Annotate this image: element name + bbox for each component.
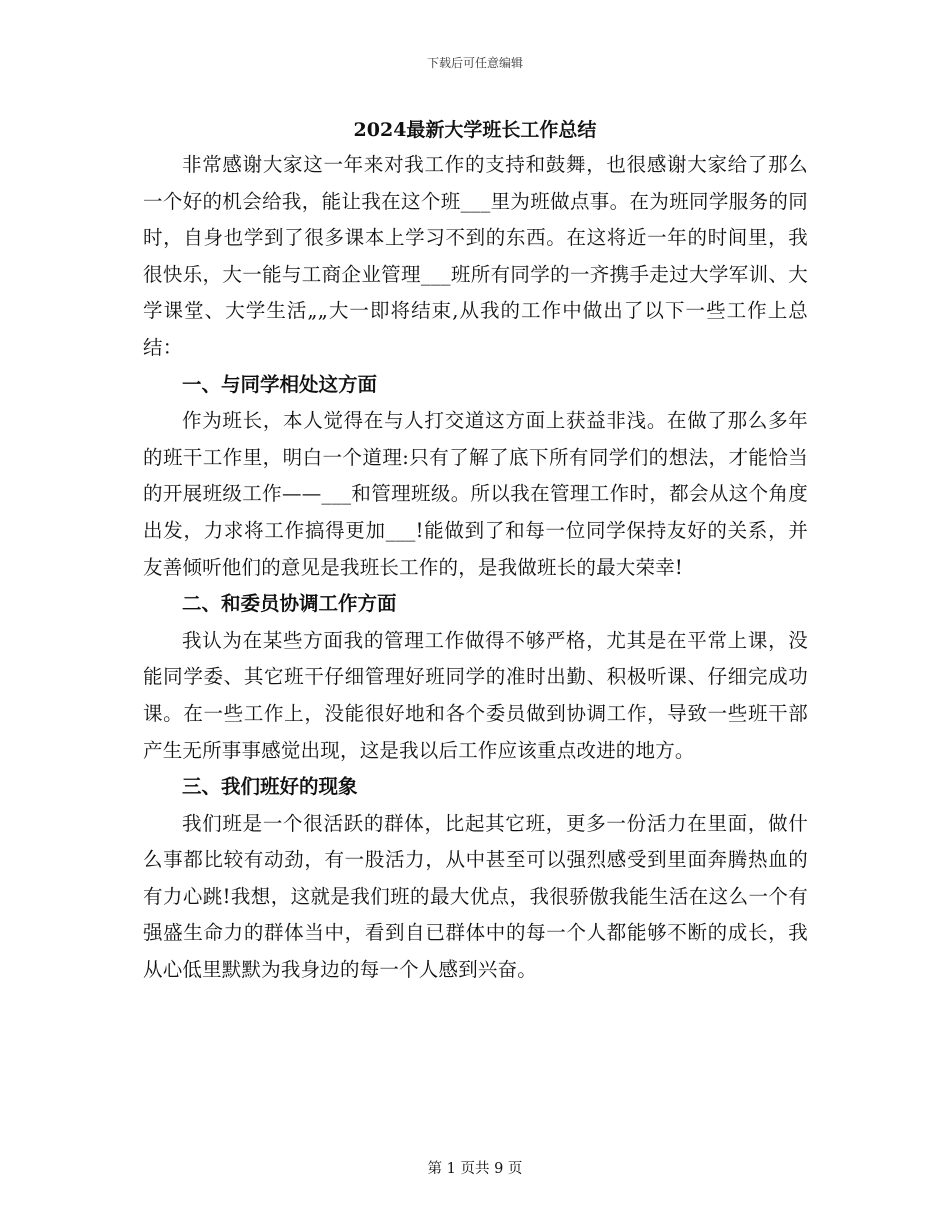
document-title: 2024最新大学班长工作总结 [353, 119, 597, 141]
section-heading-3: 三、我们班好的现象 [182, 775, 358, 799]
section-paragraph-1: 作为班长，本人觉得在与人打交道这方面上获益非浅。在做了那么多年的班干工作里，明白一个道理:只有了解了底下所有同学们的想法，才能恰当的开展班级工作——___和管理班级。所以我在管理工作时，都会从这个角度出发，力求将工作搞得更加___!能做到了和每一位同学保持友好的关系，并友善倾听他们的意见是我班长工作的，是我做班长的最大荣幸! [143, 409, 808, 579]
header-note: 下载后可任意编辑 [426, 56, 523, 70]
intro-paragraph: 非常感谢大家这一年来对我工作的支持和鼓舞，也很感谢大家给了那么一个好的机会给我，能让我在这个班___里为班做点事。在为班同学服务的同时，自身也学到了很多课本上学习不到的东西。在这将近一年的时间里，我很快乐，大一能与工商企业管理___班所有同学的一齐携手走过大学军训、大学课堂、大学生活„„大一即将结束,从我的工作中做出了以下一些工作上总结： [143, 153, 808, 359]
section-heading-2: 二、和委员协调工作方面 [182, 592, 397, 616]
section-paragraph-2: 我认为在某些方面我的管理工作做得不够严格，尤其是在平常上课，没能同学委、其它班干仔细管理好班同学的准时出勤、积极听课、仔细完成功课。在一些工作上，没能很好地和各个委员做到协调工作，导致一些班干部产生无所事事感觉出现，这是我以后工作应该重点改进的地方。 [143, 628, 808, 762]
document-body [143, 147, 808, 989]
page-number: 第 1 页共 9 页 [427, 1161, 523, 1177]
section-paragraph-3: 我们班是一个很活跃的群体，比起其它班，更多一份活力在里面，做什么事都比较有动劲，有一股活力，从中甚至可以强烈感受到里面奔腾热血的有力心跳!我想，这就是我们班的最大优点，我很骄傲我能生活在这么一个有强盛生命力的群体当中，看到自已群体中的每一个人都能够不断的成长，我从心低里默默为我身边的每一个人感到兴奋。 [143, 811, 808, 982]
section-heading-1: 一、与同学相处这方面 [182, 372, 378, 396]
